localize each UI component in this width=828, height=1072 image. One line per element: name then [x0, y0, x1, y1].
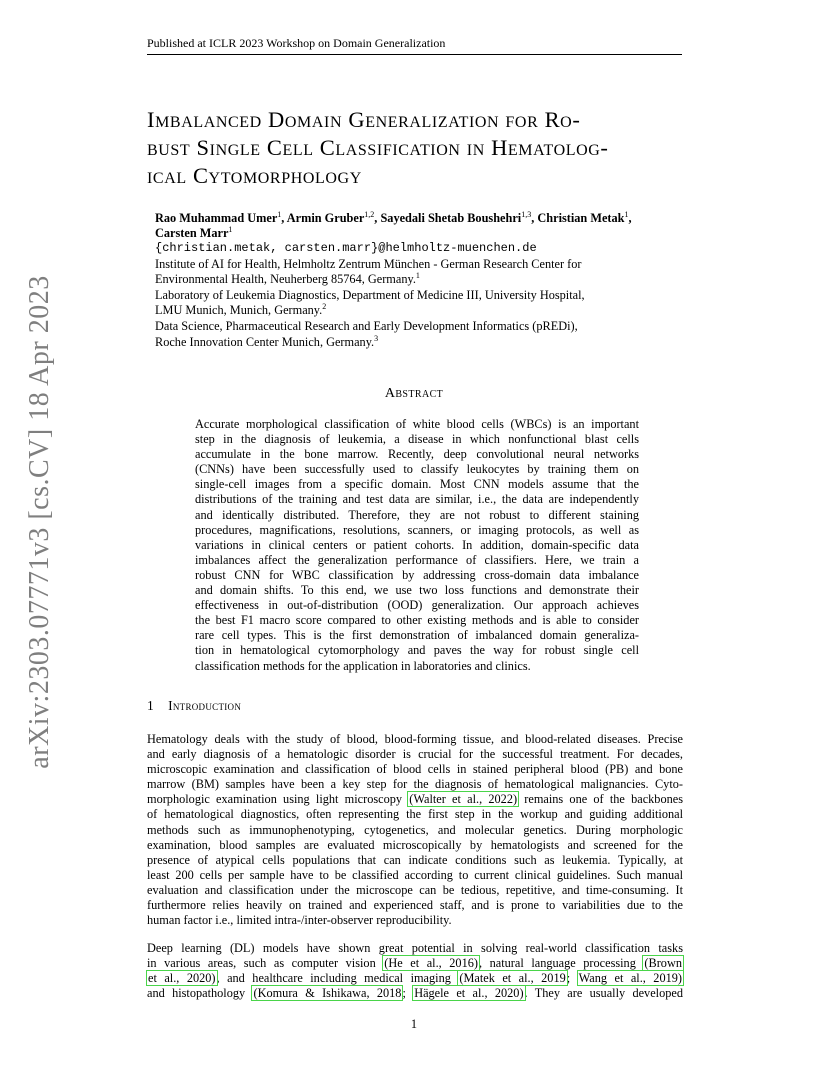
- affiliations: [155, 241, 695, 350]
- abstract-line: single-cell images from a specific domain. Most CNN models assume that the: [195, 477, 639, 492]
- text-span: , and healthcare including medical imaging: [216, 971, 459, 986]
- intro-paragraph-1: [147, 732, 683, 928]
- text-line: methods such as immunophenotyping, cytogenetics, and molecular genetics. During morphologic: [147, 822, 683, 837]
- text-span: morphologic examination using light microscopy: [147, 792, 409, 807]
- text-line: and early diagnosis of a hematologic disorder is crucial for the successful treatment. For decades,: [147, 747, 683, 762]
- citation-link[interactable]: (Brown: [644, 956, 682, 971]
- abstract-line: effectiveness in out-of-distribution (OOD) generalization. Our approach achieves: [195, 598, 639, 613]
- abstract-line: distributions of the training and test data are similar, i.e., the data are independently: [195, 492, 639, 507]
- text-line: presence of atypical cells populations that can indicate conditions such as leukemia. Typically, at: [147, 852, 683, 867]
- text-span: , natural language processing: [478, 956, 644, 971]
- abstract-line: robust CNN for WBC classification by addressing cross-domain data imbalance: [195, 567, 639, 582]
- author-affiliation-mark: 1: [228, 224, 233, 234]
- abstract-line: step in the diagnosis of leukemia, a disease in which nonfunctional blast cells: [195, 432, 639, 447]
- text-span: ;: [402, 986, 414, 1001]
- affiliation-line: LMU Munich, Munich, Germany.: [155, 303, 323, 318]
- affiliation-line: Laboratory of Leukemia Diagnostics, Department of Medicine III, University Hospital,: [155, 287, 585, 302]
- author-name: Christian Metak: [537, 211, 625, 225]
- abstract-line: and identically distributed. Therefore, they are not robust to different staining: [195, 507, 639, 522]
- arxiv-identifier: arXiv:2303.07771v3 [cs.CV] 18 Apr 2023: [24, 275, 55, 769]
- author-name: Armin Gruber: [286, 211, 365, 225]
- section-number: 1: [147, 698, 155, 713]
- abstract-line: rare cell types. This is the first demonstration of imbalanced domain generaliza-: [195, 628, 639, 643]
- text-line: microscopic examination and classification of blood cells in stained peripheral blood (PB) and bone: [147, 762, 683, 777]
- abstract-line: the best F1 macro score compared to other existing methods and is able to consider: [195, 613, 639, 628]
- text-span: in various areas, such as computer vision: [147, 956, 384, 971]
- citation-link[interactable]: (Komura & Ishikawa, 2018: [253, 986, 402, 1001]
- author-list: Rao Muhammad Umer$^1$, Armin Gruber$^{1,2}$, Sayedali Shetab Boushehri$^{1,3}$, Christian Metak$^1$, Carsten Marr$^1$: [155, 209, 632, 240]
- paper-title: [147, 106, 692, 190]
- text-line: [147, 986, 683, 1001]
- author-emails: {christian.metak, carsten.marr}@helmholtz-muenchen.de: [155, 241, 537, 255]
- affiliation-mark: 3: [374, 333, 379, 343]
- text-span: and histopathology: [147, 986, 253, 1001]
- text-line: [147, 956, 683, 971]
- abstract-line: accumulate in the bone marrow. Recently, deep convolutional neural networks: [195, 447, 639, 462]
- title-line-3: ical Cytomorphology: [147, 163, 362, 188]
- author-affiliation-mark: 1,3: [521, 209, 532, 219]
- text-line: Hematology deals with the study of blood, blood-forming tissue, and blood-related diseases. Precise: [147, 732, 683, 746]
- section-heading: [147, 698, 241, 714]
- affiliation-line: Institute of AI for Health, Helmholtz Zentrum München - German Research Center for: [155, 256, 582, 271]
- citation-link[interactable]: (He et al., 2016): [384, 956, 478, 971]
- page-number: 1: [410, 1017, 418, 1031]
- author-affiliation-mark: 1,2: [364, 209, 375, 219]
- abstract-line: tion in hematological cytomorphology and paves the way for robust single cell: [195, 643, 639, 658]
- text-line: [147, 971, 683, 986]
- text-span: remains one of the backbones: [518, 792, 683, 807]
- text-line: least 200 cells per sample have to be classified according to current clinical guidelines. Such manual: [147, 867, 683, 882]
- text-span: ;: [566, 971, 578, 986]
- abstract-line: variations in clinical centers or patient cohorts. In addition, domain-specific data: [195, 537, 639, 552]
- section-title: Introduction: [168, 698, 242, 713]
- abstract-line: (CNNs) have been successfully used to classify leukocytes by training them on: [195, 462, 639, 477]
- author-name: Sayedali Shetab Boushehri: [380, 211, 522, 225]
- abstract-body: [195, 417, 639, 674]
- text-line: [147, 792, 683, 807]
- title-line-2: bust Single Cell Classification in Hematolog-: [147, 135, 609, 160]
- affiliation-line: Environmental Health, Neuherberg 85764, Germany.: [155, 272, 416, 287]
- abstract-line: classification methods for the application in laboratories and clinics.: [195, 658, 531, 673]
- abstract-heading: Abstract: [384, 386, 444, 401]
- affiliation-mark: 2: [322, 302, 327, 312]
- text-line: Deep learning (DL) models have shown great potential in solving real-world classification tasks: [147, 941, 683, 955]
- text-line: marrow (BM) samples have been a key step for the diagnosis of hematological malignancies. Cyto-: [147, 777, 683, 792]
- text-line: of hematological diagnostics, often representing the first step in the workup and guiding additional: [147, 807, 683, 822]
- intro-paragraph-2: [147, 941, 683, 1001]
- abstract-line: Accurate morphological classification of white blood cells (WBCs) is an important: [195, 417, 639, 431]
- author-affiliation-mark: 1: [277, 209, 282, 219]
- abstract-line: and domain shifts. To this end, we use two loss functions and demonstrate their: [195, 583, 639, 598]
- text-line: examination, blood samples are evaluated microscopically by hematologists and screened for the: [147, 837, 683, 852]
- author-affiliation-mark: 1: [624, 209, 629, 219]
- text-span: . They are usually developed: [524, 986, 683, 1001]
- title-line-1: Imbalanced Domain Generalization for Ro-: [147, 107, 581, 132]
- citation-link[interactable]: et al., 2020): [148, 971, 216, 986]
- affiliation-mark: 1: [415, 271, 420, 281]
- text-line: human factor i.e., limited intra-/inter-observer reproducibility.: [147, 913, 452, 928]
- author-name: Carsten Marr: [155, 226, 229, 240]
- citation-link[interactable]: Hägele et al., 2020): [414, 986, 524, 1001]
- running-header: Published at ICLR 2023 Workshop on Domain Generalization: [147, 36, 446, 50]
- abstract-line: imbalances affect the generalization performance of classifiers. Here, we train a: [195, 552, 639, 567]
- citation-link[interactable]: (Walter et al., 2022): [409, 792, 518, 807]
- citation-link[interactable]: (Matek et al., 2019: [459, 971, 566, 986]
- text-line: evaluation and classification under the microscope can be tedious, repetitive, and time-consuming. It: [147, 882, 683, 897]
- author-name: Rao Muhammad Umer: [155, 211, 278, 225]
- citation-link[interactable]: Wang et al., 2019): [578, 971, 682, 986]
- affiliation-line: Data Science, Pharmaceutical Research and Early Development Informatics (pREDi),: [155, 318, 578, 333]
- header-rule: [147, 54, 682, 55]
- abstract-line: procedures, magnifications, resolutions, scanners, or imaging protocols, as well as: [195, 522, 639, 537]
- affiliation-line: Roche Innovation Center Munich, Germany.: [155, 334, 375, 349]
- text-line: furthermore relies heavily on trained and experienced staff, and is prone to variabilities due to the: [147, 898, 683, 913]
